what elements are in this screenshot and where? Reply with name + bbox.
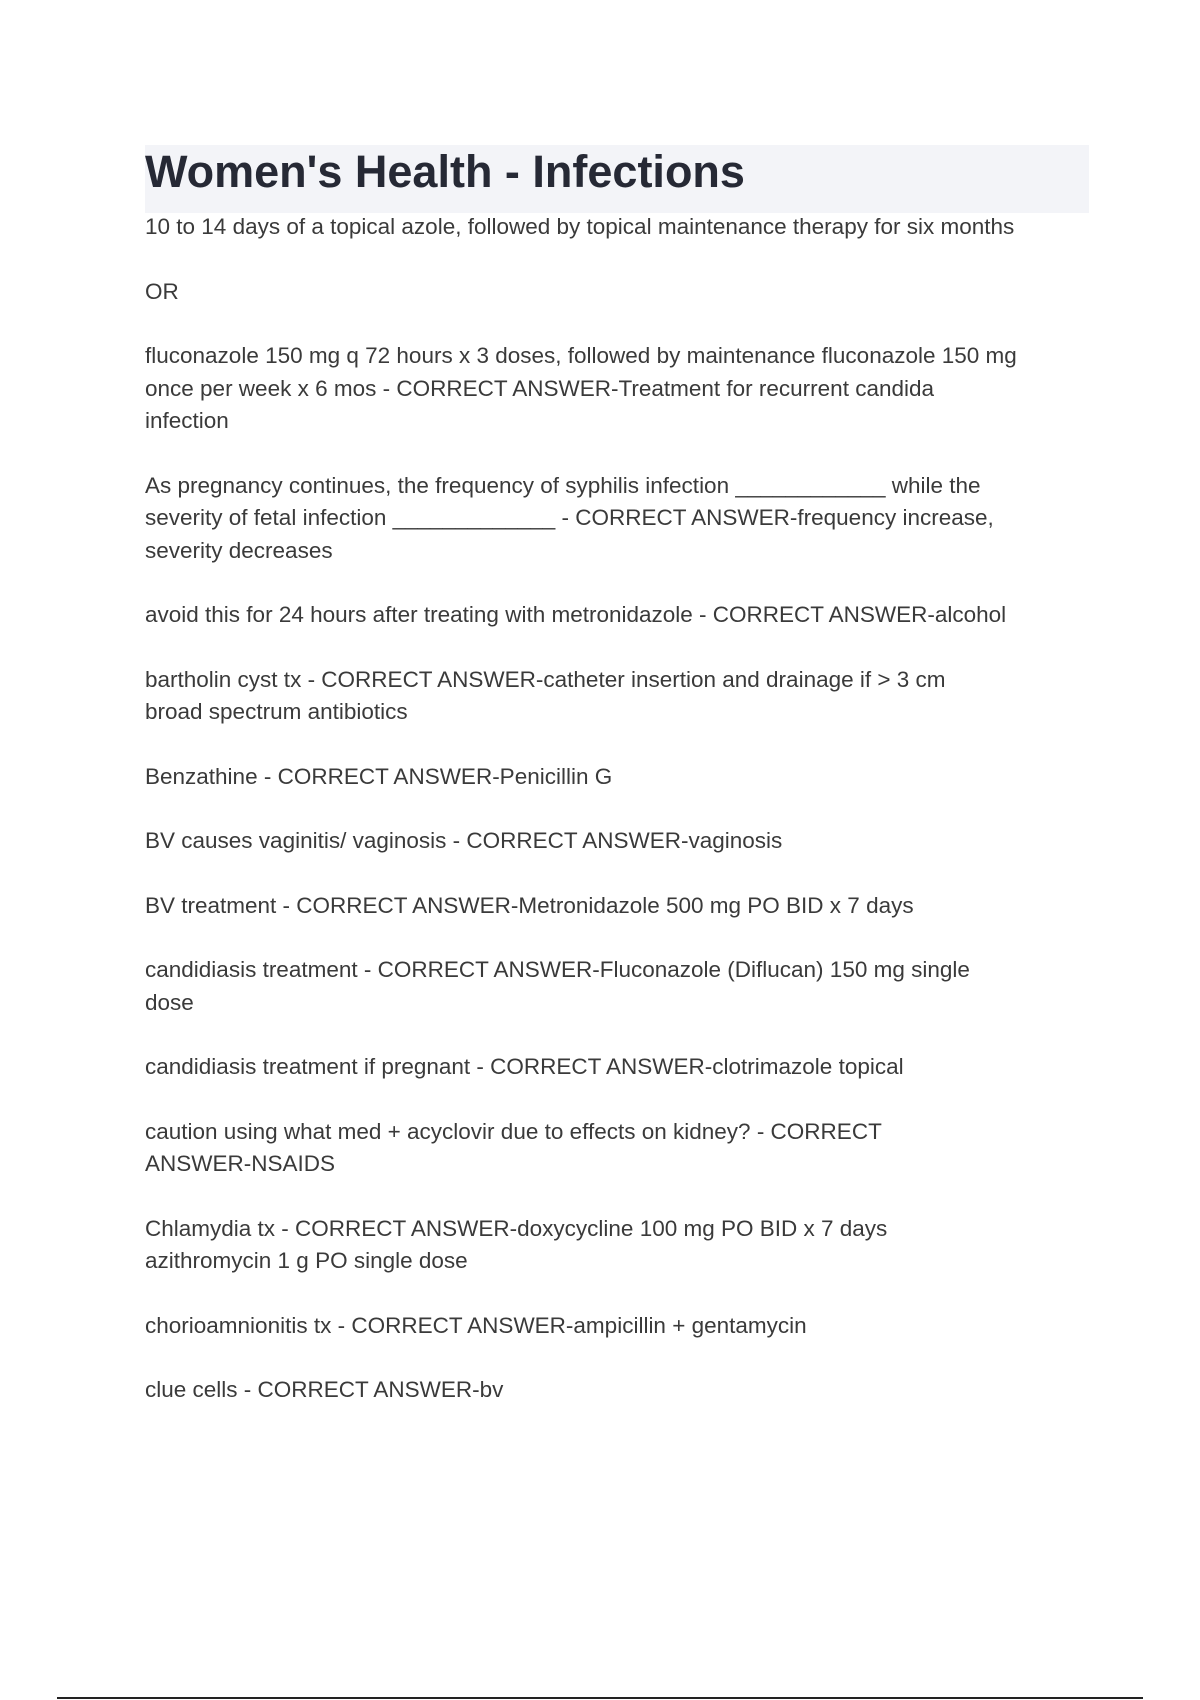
flashcard-item xyxy=(145,954,1095,1019)
text-line: broad spectrum antibiotics xyxy=(145,699,408,724)
text-line: ANSWER-NSAIDS xyxy=(145,1151,336,1176)
flashcard-item xyxy=(145,1374,1095,1407)
text-line: bartholin cyst tx - CORRECT ANSWER-catheter insertion and drainage if > 3 cm xyxy=(145,666,946,692)
text-line: caution using what med + acyclovir due to effects on kidney? - CORRECT xyxy=(145,1118,882,1144)
page-title: Women's Health - Infections xyxy=(145,146,745,197)
text-line: clue cells - CORRECT ANSWER-bv xyxy=(145,1377,504,1402)
text-line: Chlamydia tx - CORRECT ANSWER-doxycycline 100 mg PO BID x 7 days xyxy=(145,1215,888,1241)
text-line: BV causes vaginitis/ vaginosis - CORRECT ANSWER-vaginosis xyxy=(145,828,783,853)
text-line: Benzathine - CORRECT ANSWER-Penicillin G xyxy=(145,763,613,789)
flashcard-item xyxy=(145,211,1095,244)
text-line: BV treatment - CORRECT ANSWER-Metronidazole 500 mg PO BID x 7 days xyxy=(145,892,914,918)
text-line: OR xyxy=(145,278,179,304)
flashcard-item xyxy=(145,890,1095,923)
bottom-divider xyxy=(57,1697,1143,1699)
text-line: As pregnancy continues, the frequency of syphilis infection ____________ while the xyxy=(145,472,981,498)
text-line: chorioamnionitis tx - CORRECT ANSWER-ampicillin + gentamycin xyxy=(145,1312,807,1338)
flashcard-item xyxy=(145,664,1095,729)
flashcard-item xyxy=(145,599,1095,632)
text-line: candidiasis treatment if pregnant - CORRECT ANSWER-clotrimazole topical xyxy=(145,1054,904,1079)
text-line: fluconazole 150 mg q 72 hours x 3 doses, followed by maintenance fluconazole 150 mg xyxy=(145,343,1017,368)
flashcard-item xyxy=(145,761,1095,794)
text-line: dose xyxy=(145,989,194,1015)
flashcard-item xyxy=(145,1116,1095,1181)
flashcard-item xyxy=(145,825,1095,858)
text-line: 10 to 14 days of a topical azole, followed by topical maintenance therapy for six months xyxy=(145,214,1015,239)
text-line: avoid this for 24 hours after treating with metronidazole - CORRECT ANSWER-alcohol xyxy=(145,602,1007,627)
text-line: severity of fetal infection _____________ - CORRECT ANSWER-frequency increase, xyxy=(145,505,994,530)
text-line: once per week x 6 mos - CORRECT ANSWER-Treatment for recurrent candida xyxy=(145,375,935,401)
flashcard-list xyxy=(145,211,1095,1439)
text-line: candidiasis treatment - CORRECT ANSWER-Fluconazole (Diflucan) 150 mg single xyxy=(145,957,970,982)
flashcard-item xyxy=(145,470,1095,568)
text-line: azithromycin 1 g PO single dose xyxy=(145,1248,468,1273)
flashcard-item xyxy=(145,1051,1095,1084)
flashcard-item xyxy=(145,1213,1095,1278)
flashcard-item xyxy=(145,340,1095,438)
text-line: severity decreases xyxy=(145,537,333,563)
text-line: infection xyxy=(145,408,229,433)
flashcard-item xyxy=(145,1310,1095,1343)
flashcard-item xyxy=(145,276,1095,309)
